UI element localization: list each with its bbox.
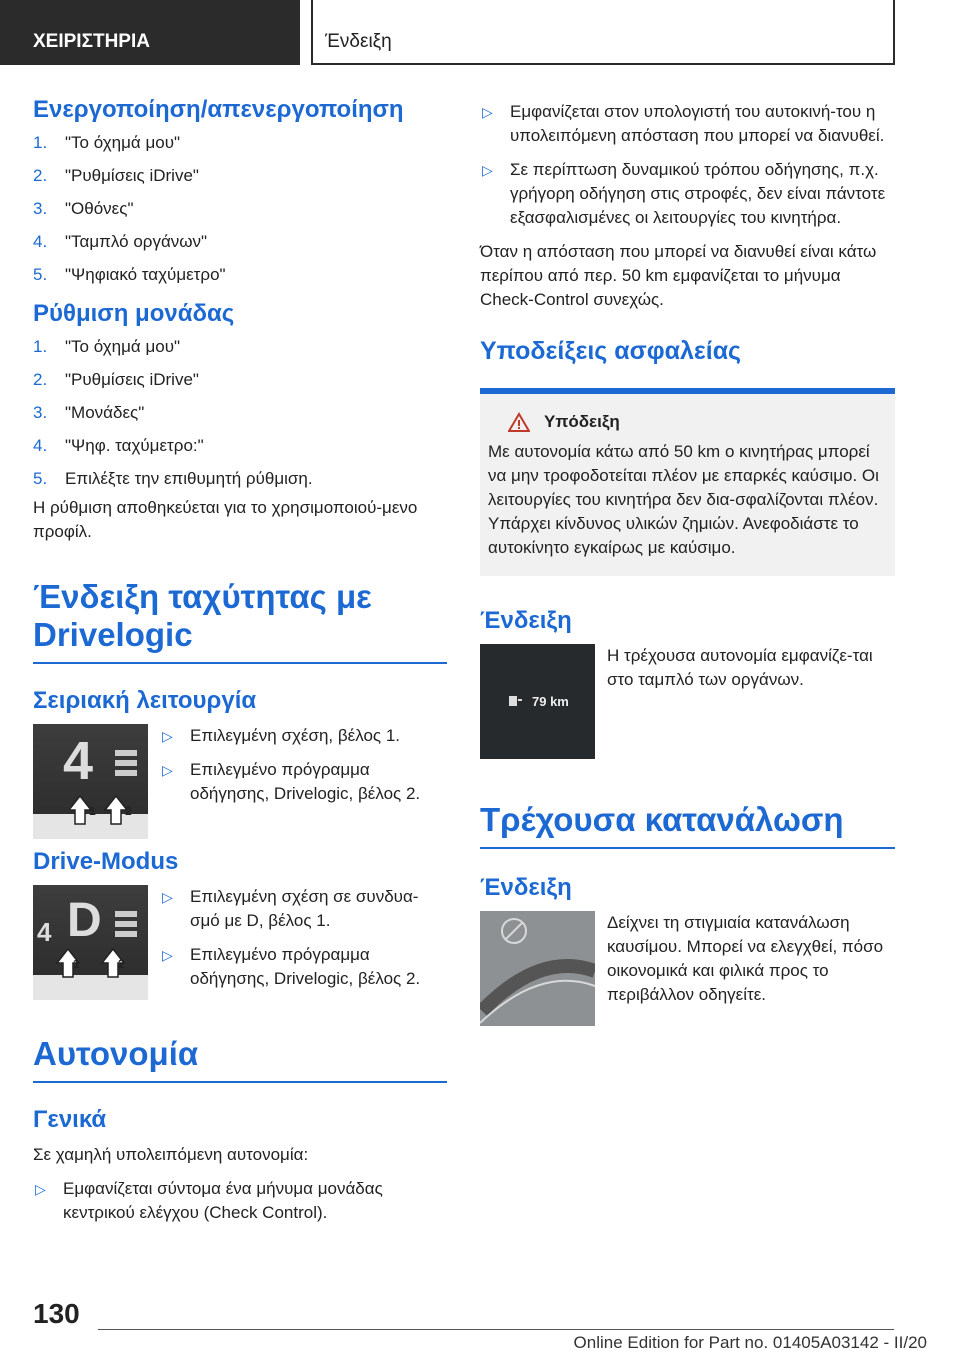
drive-items — [160, 885, 447, 1001]
general-heading: Γενικά — [33, 1106, 107, 1133]
list-item: 1. "Το όχημά μου" — [33, 133, 181, 152]
list-item: ▷ Επιλεγμένο πρόγραμμα οδήγησης, Drivelogic, βέλος 2. — [162, 945, 421, 988]
triangle-bullet-icon: ▷ — [162, 947, 173, 963]
list-item: ▷ Εμφανίζεται στον υπολογιστή του αυτοκινή-του η υπολειπόμενη απόσταση που μπορεί να διανυθεί. — [482, 102, 885, 145]
warning-icon — [508, 412, 530, 432]
list-item: ▷ Επιλεγμένο πρόγραμμα οδήγησης, Drivelogic, βέλος 2. — [162, 760, 421, 803]
list-item: 1. "Το όχημά μου" — [33, 337, 181, 356]
triangle-bullet-icon: ▷ — [162, 889, 173, 905]
arrow-1-label: 1 — [73, 957, 80, 971]
arrow-2-label: 2 — [125, 804, 132, 818]
safety-heading: Υποδείξεις ασφαλείας — [480, 337, 742, 365]
range-heading: Αυτονομία — [33, 1035, 447, 1083]
unit-heading: Ρύθμιση μονάδας — [33, 300, 235, 327]
gear-small-number: 4 — [37, 917, 52, 947]
arrow-icons — [71, 794, 145, 834]
note-title: Υπόδειξη — [508, 412, 885, 432]
gauge-icon — [480, 911, 595, 1026]
drivelogic-heading: Ένδειξη ταχύτητας με Drivelogic — [33, 578, 447, 664]
list-item: 2. "Ρυθμίσεις iDrive" — [33, 370, 199, 389]
list-item: ▷ Επιλεγμένη σχέση, βέλος 1. — [160, 724, 447, 748]
list-item: 3. "Οθόνες" — [33, 199, 134, 218]
consumption-heading: Τρέχουσα κατανάλωση — [480, 801, 895, 849]
range-value: 79 km — [532, 694, 569, 709]
serial-gear-image — [33, 724, 148, 839]
header-section: ΧΕΙΡΙΣΤΗΡΙΑ — [0, 0, 300, 65]
display-heading: Ένδειξη — [480, 607, 572, 634]
unit-note: Η ρύθμιση αποθηκεύεται για το χρησιμοποιού-μενο προφίλ. — [33, 498, 418, 541]
range-items — [33, 1177, 447, 1225]
triangle-bullet-icon: ▷ — [35, 1181, 46, 1197]
gear-number: 4 — [63, 731, 94, 791]
triangle-bullet-icon: ▷ — [162, 728, 173, 744]
range-items-cont — [480, 100, 895, 230]
activation-heading: Ενεργοποίηση/απενεργοποίηση — [33, 96, 404, 123]
consumption-sub-heading: Ένδειξη — [480, 874, 572, 901]
drive-modus-heading: Drive-Modus — [33, 848, 179, 875]
list-item: 3. "Μονάδες" — [33, 403, 145, 422]
list-item: ▷ Σε περίπτωση δυναμικού τρόπου οδήγησης, π.χ. γρήγορη οδήγηση στις στροφές, δεν είναι πάντοτε εξασφαλισμένες οι λειτουργίες του κινητήρα. — [482, 160, 886, 227]
display-figure — [480, 644, 895, 759]
serial-items — [160, 724, 447, 839]
list-item: 4. "Ταμπλό οργάνων" — [33, 232, 208, 251]
header-chapter: Ένδειξη — [311, 0, 895, 65]
triangle-bullet-icon: ▷ — [162, 762, 173, 778]
consumption-text: Δείχνει τη στιγμιαία κατανάλωση καυσίμου. Μπορεί να ελεγχθεί, πόσο οικονομικά και φιλικά προς το περιβάλλον οδηγείτε. — [607, 913, 884, 1004]
range-display-image — [480, 644, 595, 759]
display-text: Η τρέχουσα αυτονομία εμφανίζε-ται στο ταμπλό των οργάνων. — [607, 646, 873, 689]
serial-figure — [33, 724, 447, 839]
range-intro: Σε χαμηλή υπολειπόμενη αυτονομία: — [33, 1145, 309, 1164]
note-text: Με αυτονομία κάτω από 50 km ο κινητήρας μπορεί να μην τροφοδοτείται πλέον με επαρκές καύσιμο. Οι λειτουργίες του κινητήρα δεν δια-σφαλίζονται πλέον. Υπάρχει κίνδυνος υλικών ζημιών. Ανεφοδιάστε το αυτοκίνητο εγκαίρως με καύσιμο. — [488, 442, 879, 557]
triangle-bullet-icon: ▷ — [482, 162, 493, 178]
left-column — [33, 95, 447, 1235]
arrow-2-label: 2 — [118, 957, 125, 971]
list-item: 5. Επιλέξτε την επιθυμητή ρύθμιση. — [33, 469, 313, 488]
consumption-figure — [480, 911, 895, 1026]
list-item: ▷ Επιλεγμένη σχέση σε συνδυα-σμό με D, βέλος 1. — [162, 887, 419, 930]
fuel-icon — [508, 695, 524, 707]
right-column — [480, 100, 895, 1026]
arrow-1-label: 1 — [89, 804, 96, 818]
drive-gear-image — [33, 885, 148, 1000]
range-paragraph: Όταν η απόσταση που μπορεί να διανυθεί είναι κάτω περίπου από περ. 50 km εμφανίζεται το μήνυμα Check-Control συνεχώς. — [480, 242, 877, 309]
gear-letter: D — [67, 894, 102, 947]
triangle-bullet-icon: ▷ — [482, 104, 493, 120]
edition-note: Online Edition for Part no. 01405A03142 - II/20 — [573, 1333, 927, 1352]
list-item: 2. "Ρυθμίσεις iDrive" — [33, 166, 199, 185]
list-item: 4. "Ψηφ. ταχύμετρο:" — [33, 436, 204, 455]
footer-divider — [98, 1329, 894, 1330]
drive-figure — [33, 885, 447, 1001]
consumption-gauge-image — [480, 911, 595, 1026]
serial-heading: Σειριακή λειτουργία — [33, 687, 257, 714]
arrow-icons — [55, 947, 145, 987]
list-item: ▷ Εμφανίζεται σύντομα ένα μήνυμα μονάδας κεντρικού ελέγχου (Check Control). — [35, 1179, 383, 1222]
page-number: 130 — [33, 1298, 80, 1329]
list-item: 5. "Ψηφιακό ταχύμετρο" — [33, 265, 226, 284]
activation-steps — [33, 133, 447, 285]
safety-note-box — [480, 388, 895, 576]
unit-steps — [33, 337, 447, 489]
